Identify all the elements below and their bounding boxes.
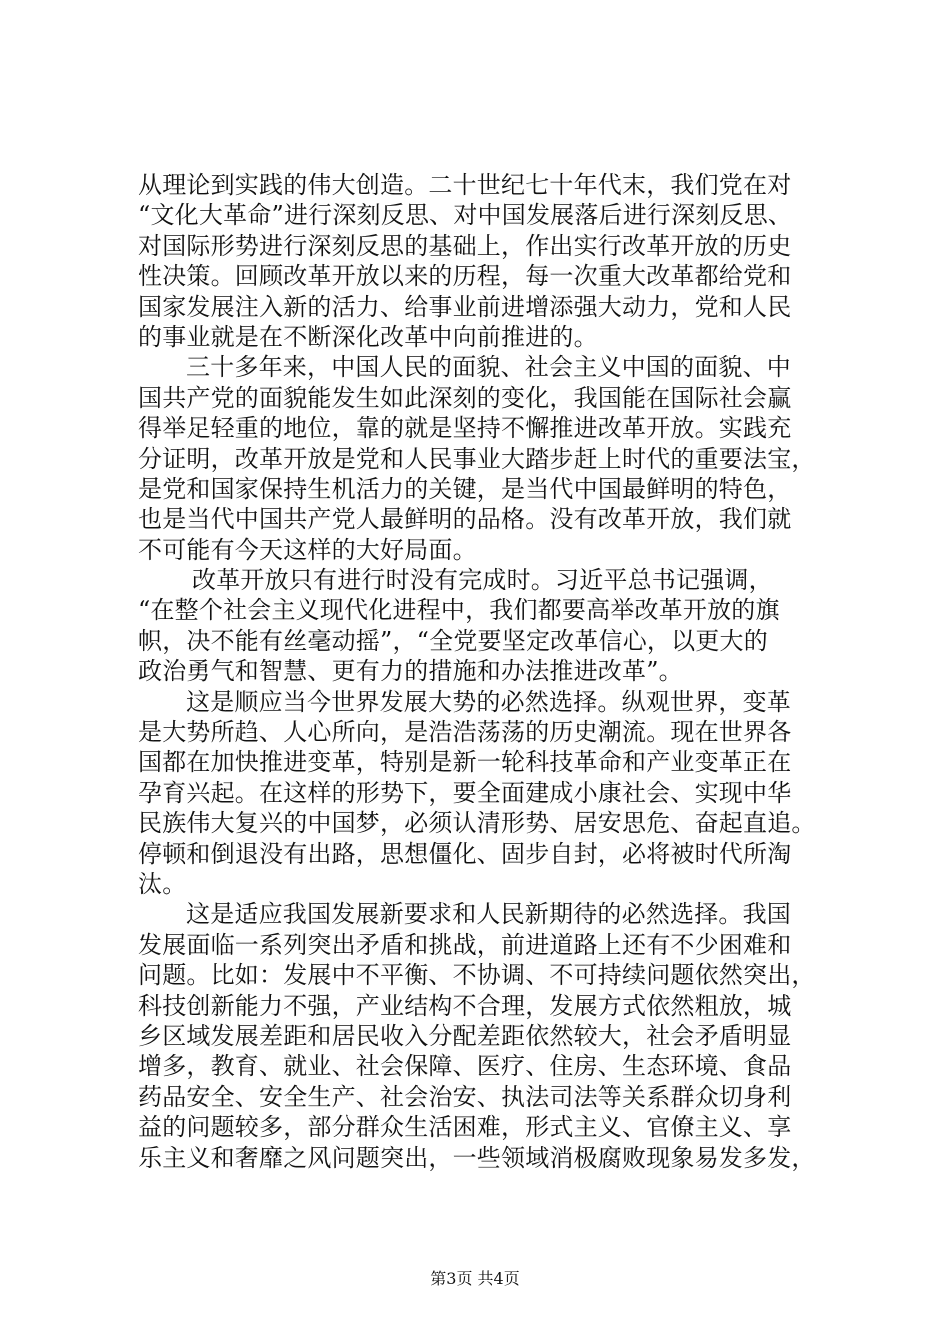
text-line: 性决策。回顾改革开放以来的历程，每一次重大改革都给党和 [138, 262, 792, 291]
text-line: 国共产党的面貌能发生如此深刻的变化，我国能在国际社会赢 [138, 383, 792, 412]
text-line: 国家发展注入新的活力、给事业前进增添强大动力，党和人民 [138, 292, 792, 321]
text-line: 孕育兴起。在这样的形势下，要全面建成小康社会、实现中华 [138, 778, 792, 807]
page-footer [0, 1269, 950, 1289]
text-line: 帜，决不能有丝毫动摇”，“全党要坚定改革信心，以更大的 [138, 626, 768, 655]
page-number-label: 第3页 共4页 [430, 1269, 520, 1288]
text-line: 分证明，改革开放是党和人民事业大踏步赶上时代的重要法宝， [138, 444, 816, 473]
text-line: 发展面临一系列突出矛盾和挑战，前进道路上还有不少困难和 [138, 930, 792, 959]
text-line: 益的问题较多，部分群众生活困难，形式主义、官僚主义、享 [138, 1113, 792, 1142]
text-line: 政治勇气和智慧、更有力的措施和办法推进改革”。 [138, 657, 683, 686]
paragraph-start-line: 这是顺应当今世界发展大势的必然选择。纵观世界，变革 [186, 687, 791, 716]
paragraph-start-line: 三十多年来，中国人民的面貌、社会主义中国的面貌、中 [186, 353, 791, 382]
text-line: 是党和国家保持生机活力的关键，是当代中国最鲜明的特色， [138, 474, 792, 503]
text-line: 乐主义和奢靡之风问题突出，一些领域消极腐败现象易发多发， [138, 1143, 816, 1172]
paragraph-start-line: 改革开放只有进行时没有完成时。习近平总书记强调， [192, 566, 773, 595]
text-line: 也是当代中国共产党人最鲜明的品格。没有改革开放，我们就 [138, 505, 792, 534]
text-line: 不可能有今天这样的大好局面。 [138, 535, 477, 564]
text-line: 对国际形势进行深刻反思的基础上，作出实行改革开放的历史 [138, 231, 792, 260]
text-line: “文化大革命”进行深刻反思、对中国发展落后进行深刻反思、 [138, 201, 793, 230]
text-line: 从理论到实践的伟大创造。二十世纪七十年代末，我们党在对 [138, 171, 792, 199]
text-line: 汰。 [138, 869, 187, 898]
text-line: 国都在加快推进变革，特别是新一轮科技革命和产业变革正在 [138, 748, 792, 777]
text-line: 民族伟大复兴的中国梦，必须认清形势、居安思危、奋起直追。 [138, 809, 816, 838]
text-line: 问题。比如：发展中不平衡、不协调、不可持续问题依然突出， [138, 961, 816, 990]
text-line: 得举足轻重的地位，靠的就是坚持不懈推进改革开放。实践充 [138, 414, 792, 443]
text-line: 是大势所趋、人心所向，是浩浩荡荡的历史潮流。现在世界各 [138, 718, 792, 747]
text-line: 停顿和倒退没有出路，思想僵化、固步自封，必将被时代所淘 [138, 839, 792, 868]
text-line: 药品安全、安全生产、社会治安、执法司法等关系群众切身利 [138, 1082, 792, 1111]
text-line: 科技创新能力不强，产业结构不合理，发展方式依然粗放，城 [138, 991, 792, 1020]
text-line: 乡区域发展差距和居民收入分配差距依然较大，社会矛盾明显 [138, 1021, 792, 1050]
text-line: “在整个社会主义现代化进程中，我们都要高举改革开放的旗 [138, 596, 780, 625]
text-line: 的事业就是在不断深化改革中向前推进的。 [138, 322, 598, 351]
text-line: 增多，教育、就业、社会保障、医疗、住房、生态环境、食品 [138, 1052, 792, 1081]
body-text [138, 170, 838, 1173]
paragraph-start-line: 这是适应我国发展新要求和人民新期待的必然选择。我国 [186, 900, 791, 929]
